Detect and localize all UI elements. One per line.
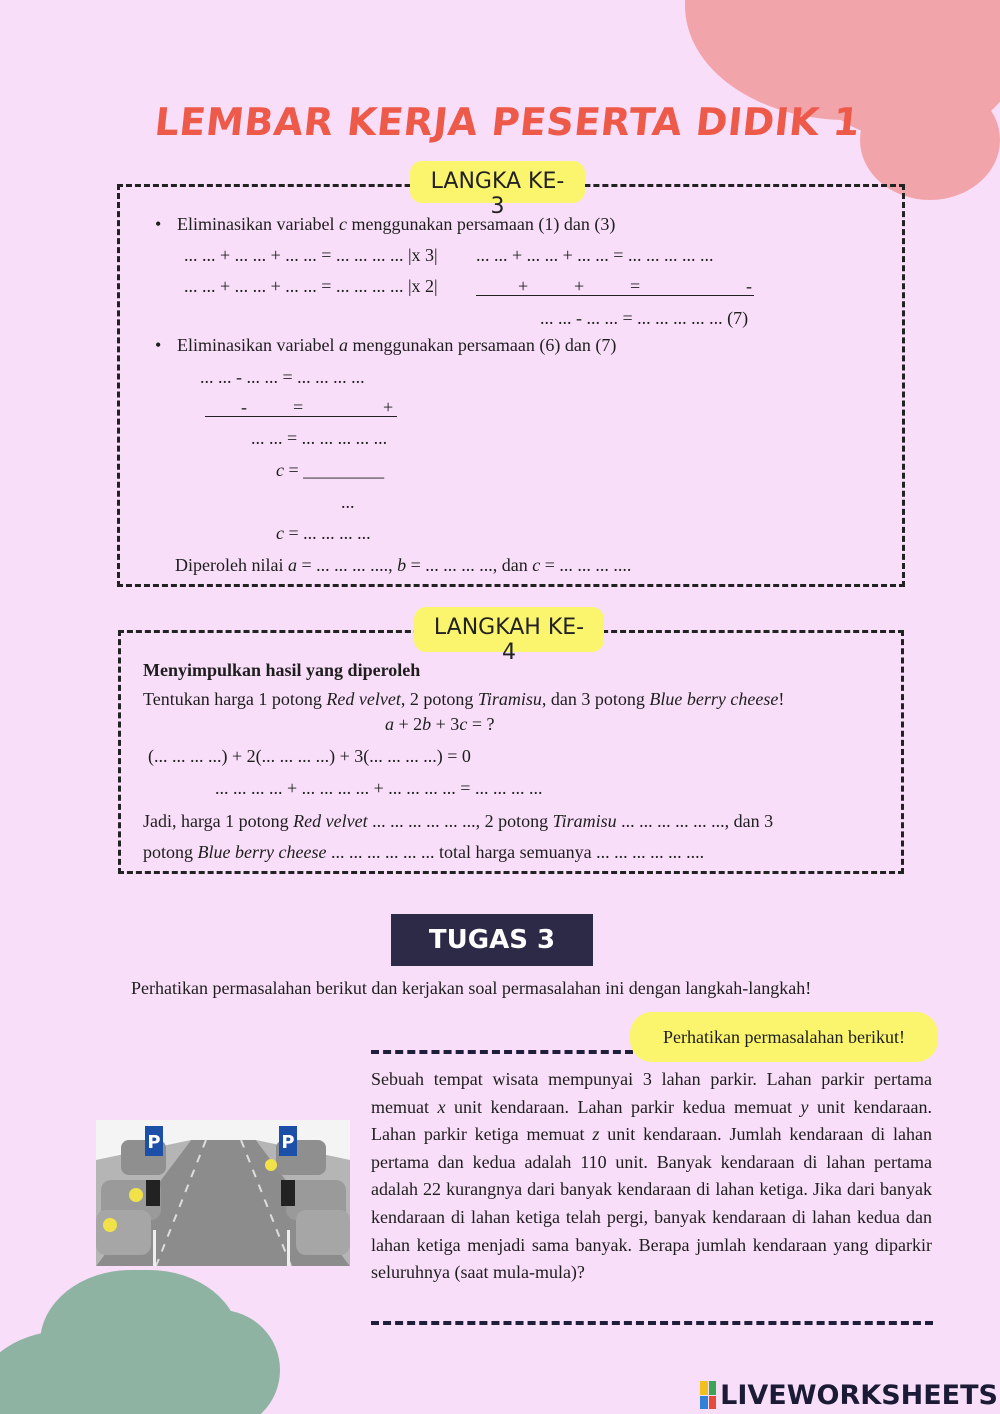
parking-lot-image [96,1120,350,1266]
step3-bullet-2: • Eliminasikan variabel a menggunakan persamaan (6) dan (7) [177,335,616,356]
step3-row1-right: ... ... + ... ... + ... ... = ... ... ... ... ... [476,245,714,265]
parking-sign-left: P [147,1132,161,1153]
step4-heading: Menyimpulkan hasil yang diperoleh [143,660,421,680]
step3-elim-1: ... ... - ... ... = ... ... ... ... [200,367,365,387]
step3-tag: LANGKA KE-3 [410,161,585,203]
step3-row1-left: ... ... + ... ... + ... ... = ... ... ... ... |x 3| [184,245,438,265]
step4-question: Tentukan harga 1 potong Red velvet, 2 potong Tiramisu, dan 3 potong Blue berry cheese! [143,689,785,709]
step3-row2-left: ... ... + ... ... + ... ... = ... ... ... ... |x 2| [184,276,438,296]
step3-row3: ... ... - ... ... = ... ... ... ... ... (7) [540,308,749,328]
dashed-divider-bottom [371,1321,933,1325]
step4-line-1: (... ... ... ...) + 2(... ... ... ...) + 3(... ... ... ...) = 0 [148,746,471,766]
step4-conclusion-1: Jadi, harga 1 potong Red velvet ... ... ... ... ... ..., 2 potong Tiramisu ... ... ... ... ... ..., dan 3 [143,811,774,831]
step3-bullet-1: • Eliminasikan variabel c menggunakan persamaan (1) dan (3) [177,214,615,235]
step3-elim-3: ... ... = ... ... ... ... ... [251,428,388,448]
step4-conclusion-2: potong Blue berry cheese ... ... ... ... ... ... total harga semuanya ... ... ... ... ... .... [143,842,705,862]
tugas-instruction: Perhatikan permasalahan berikut dan kerjakan soal permasalahan ini dengan langkah-langkah! [131,978,812,998]
step3-elim-4: c = _________ [276,460,385,480]
step3-result: Diperoleh nilai a = ... ... ... ...., b = ... ... ... ..., dan c = ... ... ... .... [175,555,632,575]
step3-row2-right: + + = - [476,276,754,296]
step4-tag: LANGKAH KE-4 [414,607,604,652]
dashed-divider-top [371,1050,633,1054]
note-tag: Perhatikan permasalahan berikut! [630,1012,938,1062]
step4-line-2: ... ... ... ... + ... ... ... ... + ... ... ... ... = ... ... ... ... [215,778,543,798]
step3-elim-5: ... [341,492,355,512]
tugas-label: TUGAS 3 [391,914,593,966]
page-title: LEMBAR KERJA PESERTA DIDIK 1 [152,100,863,144]
logo-text: LIVEWORKSHEETS [720,1379,998,1411]
parking-sign-right: P [281,1132,295,1153]
decorative-blob-green [160,1310,280,1414]
step3-elim-6: c = ... ... ... ... [276,523,371,543]
problem-text: Sebuah tempat wisata mempunyai 3 lahan parkir. Lahan parkir pertama memuat x unit kendaraan. Lahan parkir kedua memuat y unit kendaraan. Lahan parkir ketiga memuat z unit kendaraan. Jumlah kendaraan di lahan pertama dan kedua adalah 110 unit. Banyak kendaraan di lahan pertama adalah 22 kurangnya dari banyak kendaraan di lahan ketiga. Jika dari banyak kendaraan di lahan ketiga telah pergi, banyak kendaraan di lahan kedua dan lahan ketiga menjadi sama banyak. Berapa jumlah kendaraan yang diparkir seluruhnya (saat mula-mula)? [371,1069,933,1283]
step4-equation: a + 2b + 3c = ? [385,714,495,734]
liveworksheets-logo [700,1378,998,1412]
step3-elim-2: - = + [205,397,397,417]
liveworksheets-logo-icon [700,1381,716,1409]
